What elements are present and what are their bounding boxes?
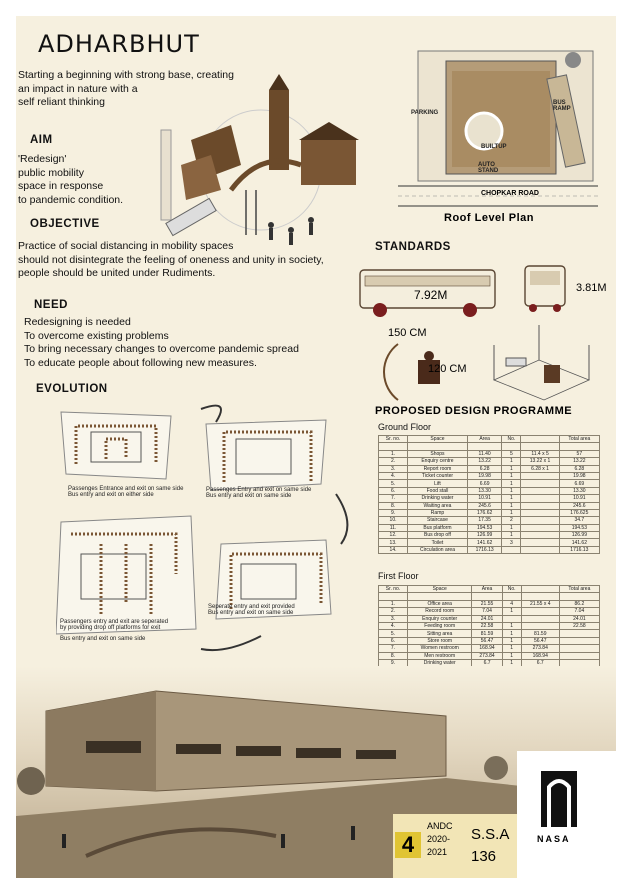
table-cell: 168.94 — [521, 652, 559, 659]
table-cell: 1 — [502, 458, 521, 465]
col-header — [521, 586, 559, 593]
accessible-toilet-axonometric — [484, 320, 594, 406]
table-cell: 141.62 — [467, 539, 501, 546]
table-cell: 1 — [502, 509, 521, 516]
table-cell: Bus platform — [408, 524, 468, 531]
height-dimension: 120 CM — [428, 363, 467, 375]
table-cell: 6.69 — [559, 480, 599, 487]
table-cell — [521, 472, 559, 479]
table-cell: 2. — [379, 458, 408, 465]
evolution-caption-3 — [60, 619, 168, 642]
table-cell: 24.01 — [472, 615, 502, 622]
footer-info-box — [393, 814, 517, 878]
objective-line: Practice of social distancing in mobility spaces — [18, 240, 234, 252]
aim-line: 'Redesign' — [18, 153, 67, 165]
table-row — [379, 517, 600, 524]
bus-height-dimension: 3.81M — [576, 282, 607, 294]
table-cell: 13.22 — [467, 458, 501, 465]
table-cell: 3. — [379, 465, 408, 472]
table-cell: 1 — [502, 652, 521, 659]
table-cell: 11.4 x 5 — [521, 450, 559, 457]
table-cell — [521, 502, 559, 509]
table-cell — [502, 615, 521, 622]
table-cell: 141.62 — [559, 539, 599, 546]
ssa-number: 136 — [471, 848, 497, 865]
table-cell: 4 — [502, 600, 521, 607]
evolution-caption-4 — [208, 604, 295, 616]
design-sheet — [16, 16, 616, 878]
table-cell: 10. — [379, 517, 408, 524]
table-cell: 10.91 — [467, 495, 501, 502]
aim-line: to pandemic condition. — [18, 193, 124, 206]
table-row — [379, 524, 600, 531]
table-row — [379, 458, 600, 465]
table-cell: 2 — [502, 517, 521, 524]
roof-level-plan-drawing — [388, 36, 608, 216]
table-row — [379, 487, 600, 494]
table-cell: 1716.13 — [467, 546, 501, 553]
table-cell: 1 — [502, 480, 521, 487]
table-cell: Store room — [407, 637, 471, 644]
evolution-caption-line: by providing drop off platforms for exit — [60, 625, 161, 631]
plan-auto-line: STAND — [478, 168, 499, 174]
table-row — [379, 600, 600, 607]
table-row — [379, 465, 600, 472]
table-cell: Sitting area — [407, 630, 471, 637]
table-cell: 126.99 — [467, 532, 501, 539]
table-cell: 1 — [502, 637, 521, 644]
table-cell: 1 — [502, 532, 521, 539]
plan-road-label: CHOPKAR ROAD — [481, 190, 539, 197]
table-cell: 1 — [502, 487, 521, 494]
spacer-row — [379, 443, 600, 450]
intro-line: an impact in nature with a — [18, 82, 138, 95]
table-cell — [521, 546, 559, 553]
col-header: Area — [467, 436, 501, 443]
table-cell: 1 — [502, 630, 521, 637]
table-row — [379, 608, 600, 615]
aim-line: space in response — [18, 180, 104, 192]
table-cell: 6.69 — [467, 480, 501, 487]
table-cell — [521, 524, 559, 531]
table-row — [379, 480, 600, 487]
table-cell: 56.47 — [521, 637, 559, 644]
table-cell: 57 — [559, 450, 599, 457]
table-cell: 7.04 — [472, 608, 502, 615]
table-cell: 273.84 — [521, 645, 559, 652]
plan-bus-ramp-label — [553, 100, 571, 112]
table-cell: Report room — [408, 465, 468, 472]
col-header: No. — [502, 436, 521, 443]
table-cell: 245.6 — [467, 502, 501, 509]
evolution-caption-line: Bus entry and exit on same side — [208, 610, 294, 616]
andc-years: 2020- — [427, 834, 451, 844]
table-cell — [559, 637, 599, 644]
table-cell: 19.98 — [467, 472, 501, 479]
table-cell: 6.28 x 1 — [521, 465, 559, 472]
table-cell: 13.30 — [559, 487, 599, 494]
table-cell — [559, 645, 599, 652]
table-cell — [521, 517, 559, 524]
andc-block — [427, 820, 453, 859]
ground-header-row — [379, 436, 600, 443]
evolution-caption-line: Passengers entry and exit are seperated — [60, 619, 169, 625]
table-cell: 6.7 — [472, 659, 502, 666]
table-cell: 81.59 — [521, 630, 559, 637]
evolution-heading: EVOLUTION — [36, 383, 108, 395]
table-cell: 7. — [379, 645, 408, 652]
table-row — [379, 539, 600, 546]
table-cell: Feeding room — [407, 622, 471, 629]
table-cell — [521, 480, 559, 487]
table-row — [379, 546, 600, 553]
table-cell: 4. — [379, 472, 408, 479]
table-cell: Women restroom — [407, 645, 471, 652]
aim-line: public mobility — [18, 166, 84, 179]
table-cell: 194.53 — [467, 524, 501, 531]
col-header: Space — [407, 586, 471, 593]
table-cell: 12. — [379, 532, 408, 539]
table-row — [379, 615, 600, 622]
aim-text — [18, 153, 123, 207]
table-cell: 6.7 — [521, 659, 559, 666]
objective-text — [18, 240, 324, 281]
table-row — [379, 652, 600, 659]
evolution-diagrams — [56, 404, 356, 654]
table-cell: Ticket counter — [408, 472, 468, 479]
table-cell: 24.01 — [559, 615, 599, 622]
table-cell: Drinking water — [408, 495, 468, 502]
table-cell: 6.28 — [559, 465, 599, 472]
table-cell: 5. — [379, 480, 408, 487]
plan-bus-ramp-line: RAMP — [553, 106, 571, 112]
table-row — [379, 502, 600, 509]
table-row — [379, 495, 600, 502]
table-cell: 273.84 — [472, 652, 502, 659]
table-cell: Toilet — [408, 539, 468, 546]
ground-floor-title: Ground Floor — [378, 422, 432, 432]
table-row — [379, 637, 600, 644]
table-cell: 8. — [379, 652, 408, 659]
table-cell: 7.04 — [559, 608, 599, 615]
table-cell: 17.35 — [467, 517, 501, 524]
ground-floor-rows — [379, 450, 600, 553]
need-line: To educate people about following new measures. — [24, 356, 257, 369]
col-header: Total area — [559, 436, 599, 443]
table-cell: 1716.13 — [559, 546, 599, 553]
col-header — [521, 436, 559, 443]
objective-heading: OBJECTIVE — [30, 218, 100, 230]
evolution-caption-2 — [206, 487, 311, 499]
roof-plan-title: Roof Level Plan — [444, 212, 535, 224]
col-header: No. — [502, 586, 521, 593]
evolution-caption-line: Passenges Entrance and exit on same side — [68, 486, 184, 492]
table-cell: 1 — [502, 495, 521, 502]
evolution-caption-line: Seperate entry and exit provided — [208, 604, 295, 610]
table-cell: Shops — [408, 450, 468, 457]
table-cell — [521, 615, 559, 622]
table-cell: 176.62 — [467, 509, 501, 516]
evolution-caption-1 — [68, 486, 183, 498]
evolution-caption-line: Bus entry and exit on either side — [68, 492, 154, 498]
table-cell: 34.7 — [559, 517, 599, 524]
table-cell: 245.6 — [559, 502, 599, 509]
table-cell: 22.58 — [472, 622, 502, 629]
plan-parking-label: PARKING — [411, 110, 439, 116]
table-cell: 1 — [502, 608, 521, 615]
table-cell — [521, 532, 559, 539]
table-cell: 5 — [502, 450, 521, 457]
table-cell: 3 — [502, 539, 521, 546]
table-row — [379, 645, 600, 652]
table-cell: 13.22 x 1 — [521, 458, 559, 465]
table-cell — [521, 539, 559, 546]
table-cell: Circulation area — [408, 546, 468, 553]
table-cell: Bus drop off — [408, 532, 468, 539]
table-cell: 1 — [502, 659, 521, 666]
table-cell: 9. — [379, 659, 408, 666]
first-header-row — [379, 586, 600, 593]
table-cell: 13.22 — [559, 458, 599, 465]
table-cell: 126.99 — [559, 532, 599, 539]
col-header: Area — [472, 586, 502, 593]
col-header: Space — [408, 436, 468, 443]
objective-line: should not disintegrate the feeling of oneness and unity in society, — [18, 253, 324, 266]
plan-auto-line: AUTO — [478, 162, 495, 168]
table-cell: 194.53 — [559, 524, 599, 531]
table-cell: 6.28 — [467, 465, 501, 472]
table-cell: 1 — [502, 465, 521, 472]
table-cell: 4. — [379, 622, 408, 629]
andc-label: ANDC — [427, 821, 453, 831]
table-cell: Office area — [407, 600, 471, 607]
table-cell: 21.55 x 4 — [521, 600, 559, 607]
table-row — [379, 630, 600, 637]
need-text — [24, 316, 299, 370]
table-cell: 5. — [379, 630, 408, 637]
table-cell: 56.47 — [472, 637, 502, 644]
need-line: To overcome existing problems — [24, 329, 169, 342]
table-cell: 6. — [379, 637, 408, 644]
col-header: Total area — [559, 586, 599, 593]
col-header: Sr. no. — [379, 586, 408, 593]
table-cell: 168.94 — [472, 645, 502, 652]
nasa-logo-icon — [539, 769, 579, 829]
table-cell — [521, 608, 559, 615]
table-cell — [521, 622, 559, 629]
table-cell: 21.55 — [472, 600, 502, 607]
table-cell: 13.30 — [467, 487, 501, 494]
table-cell: 86.2 — [559, 600, 599, 607]
table-cell: 13. — [379, 539, 408, 546]
intro-line: Starting a beginning with strong base, creating — [18, 69, 234, 81]
logo-panel — [517, 751, 616, 878]
project-title: ADHARBHUT — [38, 30, 200, 58]
aim-heading: AIM — [30, 134, 53, 146]
table-cell: 14. — [379, 546, 408, 553]
table-cell: 81.59 — [472, 630, 502, 637]
table-cell: 1 — [502, 472, 521, 479]
first-floor-title: First Floor — [378, 571, 419, 581]
table-cell — [521, 487, 559, 494]
table-cell: 7. — [379, 495, 408, 502]
table-cell: Enquiry counter — [407, 615, 471, 622]
table-row — [379, 472, 600, 479]
objective-line: people should be united under Rudiments. — [18, 267, 216, 279]
table-cell: 19.98 — [559, 472, 599, 479]
table-cell: 1 — [502, 524, 521, 531]
table-cell: 1 — [502, 645, 521, 652]
table-cell: 6. — [379, 487, 408, 494]
plan-builtup-label: BUILTUP — [481, 144, 507, 150]
table-row — [379, 532, 600, 539]
table-cell: 2. — [379, 608, 408, 615]
programme-heading: PROPOSED DESIGN PROGRAMME — [375, 405, 573, 417]
table-cell — [521, 495, 559, 502]
evolution-caption-line: Passenges Entry and exit on same side — [206, 487, 312, 493]
standards-heading: STANDARDS — [375, 241, 451, 253]
nasa-logo-text: NASA — [537, 834, 571, 844]
table-cell: 9. — [379, 509, 408, 516]
table-cell: Men restroom — [407, 652, 471, 659]
hero-sketch-illustration — [151, 70, 366, 250]
plan-auto-stand-label — [478, 162, 498, 174]
table-cell: 1. — [379, 450, 408, 457]
sheet-number-badge: 4 — [395, 832, 421, 858]
table-cell: 176.625 — [559, 509, 599, 516]
table-cell: Ramp — [408, 509, 468, 516]
plan-bus-ramp-line: BUS — [553, 100, 566, 106]
bus-length-dimension: 7.92M — [414, 288, 448, 302]
table-row — [379, 509, 600, 516]
spacer-row — [379, 593, 600, 600]
table-cell — [502, 546, 521, 553]
table-cell: 3. — [379, 615, 408, 622]
need-line: Redesigning is needed — [24, 316, 131, 328]
table-cell — [559, 652, 599, 659]
table-cell: Waiting area — [408, 502, 468, 509]
col-header: Sr. no. — [379, 436, 408, 443]
table-cell: Food stall — [408, 487, 468, 494]
table-row — [379, 622, 600, 629]
table-cell: 11.40 — [467, 450, 501, 457]
table-cell: Drinking water — [407, 659, 471, 666]
table-cell — [521, 509, 559, 516]
andc-years: 2021 — [427, 847, 448, 857]
need-heading: NEED — [34, 299, 68, 311]
table-cell: 1. — [379, 600, 408, 607]
table-cell: 22.58 — [559, 622, 599, 629]
ground-floor-table — [378, 435, 600, 554]
table-cell: 11. — [379, 524, 408, 531]
table-cell: Staircase — [408, 517, 468, 524]
table-row — [379, 450, 600, 457]
ssa-label: S.S.A — [471, 826, 510, 843]
turning-circle-dimension: 150 CM — [388, 327, 427, 339]
bus-front-elevation — [521, 262, 569, 314]
table-cell: Lift — [408, 480, 468, 487]
ssa-block — [471, 824, 509, 868]
table-cell: 1 — [502, 622, 521, 629]
table-cell: 1 — [502, 502, 521, 509]
evolution-caption-line: Bus entry and exit on same side — [206, 493, 292, 499]
table-cell: 8. — [379, 502, 408, 509]
table-cell: Enquiry centre — [408, 458, 468, 465]
need-line: To bring necessary changes to overcome pandemic spread — [24, 343, 299, 355]
table-cell: Record room — [407, 608, 471, 615]
evolution-caption-line: Bus entry and exit on same side — [60, 636, 146, 642]
table-cell — [559, 630, 599, 637]
table-cell: 10.91 — [559, 495, 599, 502]
intro-line: self reliant thinking — [18, 96, 105, 108]
